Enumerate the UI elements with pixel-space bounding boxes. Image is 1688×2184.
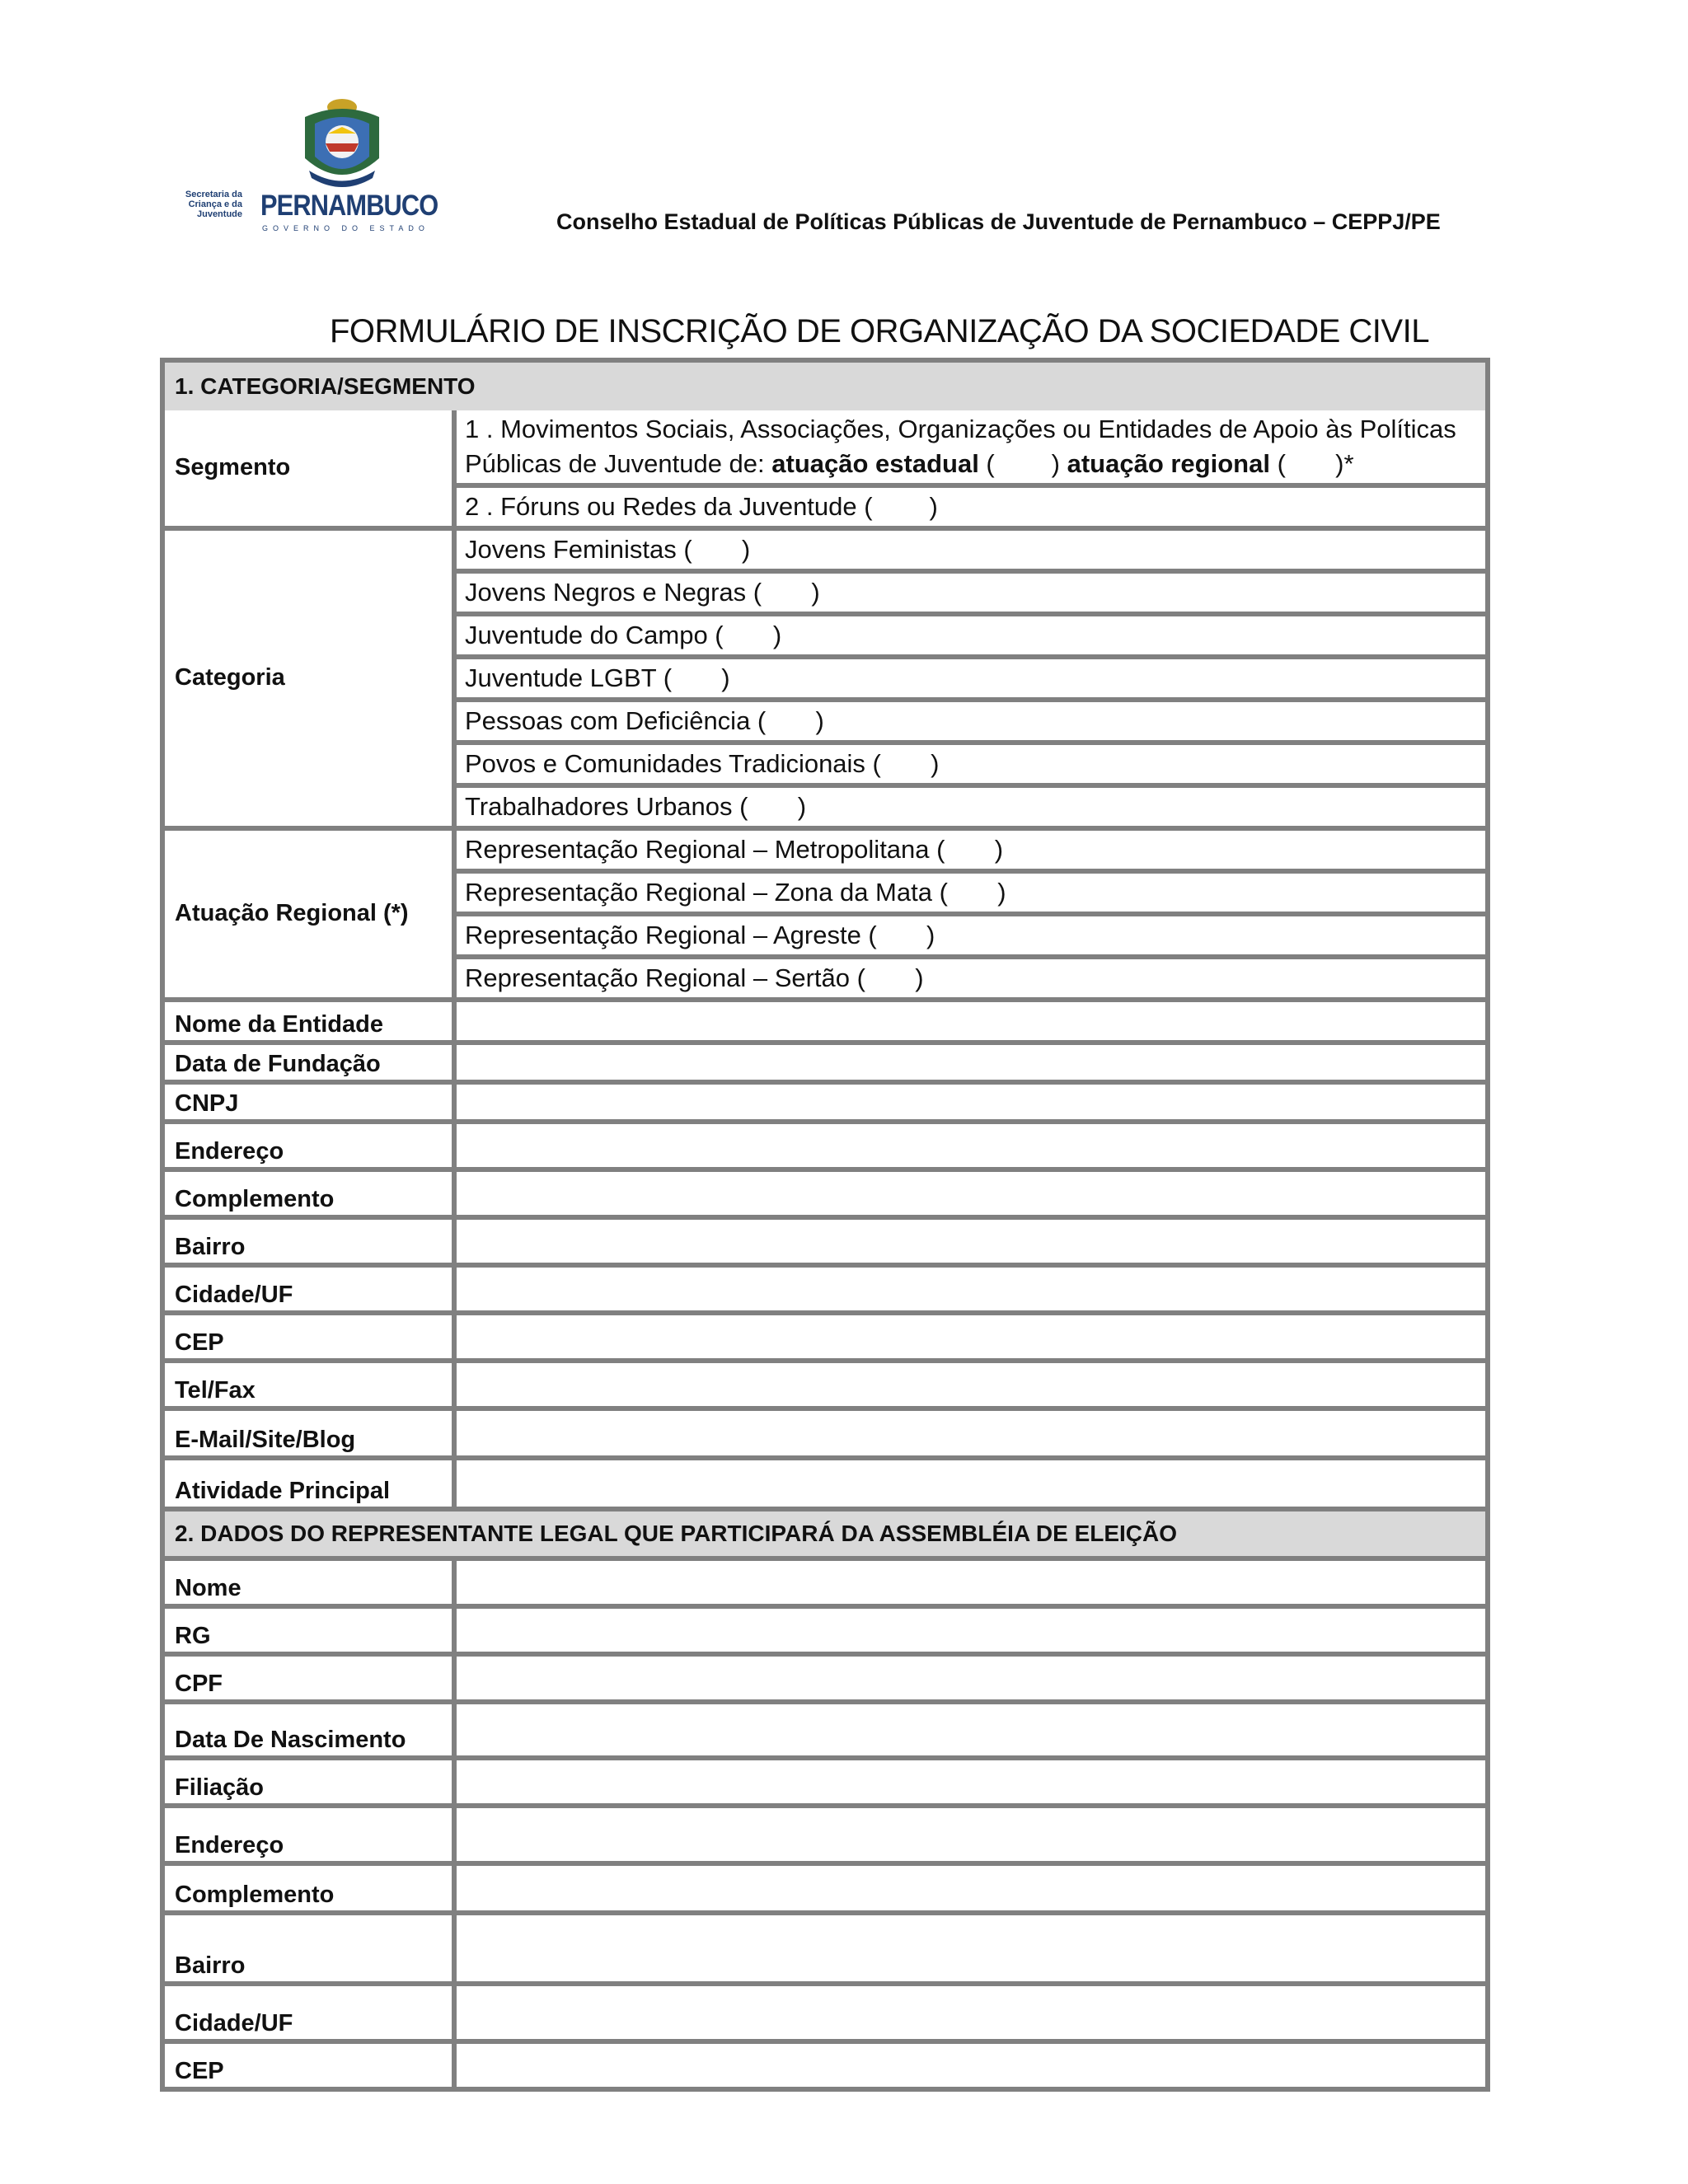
field-label: Data De Nascimento	[160, 1704, 457, 1760]
section-1-heading: 1. CATEGORIA/SEGMENTO	[160, 358, 1490, 415]
rep-data-nascimento-input[interactable]	[452, 1704, 1490, 1760]
field-label: CNPJ	[160, 1085, 457, 1124]
rep-nome-input[interactable]	[452, 1561, 1490, 1609]
cnpj-input[interactable]	[452, 1085, 1490, 1124]
categoria-option[interactable]: Juventude LGBT ( )	[452, 659, 1490, 702]
field-label: Complemento	[160, 1172, 457, 1220]
secretaria-line: Secretaria da	[185, 190, 242, 199]
nome-entidade-input[interactable]	[452, 1002, 1490, 1045]
email-site-blog-input[interactable]	[452, 1411, 1490, 1460]
field-label: Atividade Principal	[160, 1460, 457, 1511]
atuacao-regional-label: Atuação Regional (*)	[160, 831, 457, 1002]
tel-fax-input[interactable]	[452, 1363, 1490, 1411]
section-2-heading: 2. DADOS DO REPRESENTANTE LEGAL QUE PARTICIPARÁ DA ASSEMBLÉIA DE ELEIÇÃO	[160, 1507, 1490, 1561]
field-label: Endereço	[160, 1808, 457, 1866]
rep-endereco-input[interactable]	[452, 1808, 1490, 1866]
field-label: Complemento	[160, 1866, 457, 1915]
logo-block	[165, 92, 437, 241]
atuacao-regional-checkbox[interactable]: ( )*	[1269, 449, 1354, 478]
categoria-option[interactable]: Jovens Negros e Negras ( )	[452, 574, 1490, 616]
field-label: Tel/Fax	[160, 1363, 457, 1411]
secretaria-text	[165, 190, 242, 219]
segmento-option-1[interactable]	[452, 410, 1490, 488]
categoria-option[interactable]: Jovens Feministas ( )	[452, 531, 1490, 574]
brand-subtitle: GOVERNO DO ESTADO	[262, 224, 429, 232]
rep-cpf-input[interactable]	[452, 1657, 1490, 1704]
endereco-input[interactable]	[452, 1124, 1490, 1172]
regional-option[interactable]: Representação Regional – Metropolitana ( )	[452, 831, 1490, 874]
secretaria-line: Juventude	[196, 209, 242, 219]
segmento-option-2[interactable]: 2 . Fóruns ou Redes da Juventude ( )	[452, 488, 1490, 531]
field-label: CPF	[160, 1657, 457, 1704]
segmento-label: Segmento	[160, 410, 457, 531]
field-label: Data de Fundação	[160, 1045, 457, 1085]
cep-input[interactable]	[452, 1315, 1490, 1363]
field-label: RG	[160, 1609, 457, 1657]
rep-filiacao-input[interactable]	[452, 1760, 1490, 1808]
segmento-option-1-line2	[465, 447, 1354, 481]
pernambuco-crest-icon	[297, 92, 387, 195]
cidade-uf-input[interactable]	[452, 1268, 1490, 1315]
rep-complemento-input[interactable]	[452, 1866, 1490, 1915]
categoria-label: Categoria	[160, 531, 457, 831]
field-label: Bairro	[160, 1915, 457, 1986]
field-label: Cidade/UF	[160, 1986, 457, 2044]
field-label: E-Mail/Site/Blog	[160, 1411, 457, 1460]
categoria-option[interactable]: Pessoas com Deficiência ( )	[452, 702, 1490, 745]
data-fundacao-input[interactable]	[452, 1045, 1490, 1085]
text: Públicas de Juventude de:	[465, 449, 772, 478]
rep-cidade-uf-input[interactable]	[452, 1986, 1490, 2044]
field-label: Cidade/UF	[160, 1268, 457, 1315]
rep-cep-input[interactable]	[452, 2044, 1490, 2092]
form-title: FORMULÁRIO DE INSCRIÇÃO DE ORGANIZAÇÃO DA SOCIEDADE CIVIL	[330, 313, 1429, 349]
atuacao-estadual-label: atuação estadual	[771, 449, 979, 478]
categoria-option[interactable]: Trabalhadores Urbanos ( )	[452, 788, 1490, 831]
field-label: Endereço	[160, 1124, 457, 1172]
brand-name: PERNAMBUCO	[260, 190, 438, 222]
categoria-option[interactable]: Povos e Comunidades Tradicionais ( )	[452, 745, 1490, 788]
categoria-option[interactable]: Juventude do Campo ( )	[452, 616, 1490, 659]
organization-header: Conselho Estadual de Políticas Públicas de Juventude de Pernambuco – CEPPJ/PE	[556, 209, 1441, 234]
field-label: Nome da Entidade	[160, 1002, 457, 1045]
field-label: CEP	[160, 1315, 457, 1363]
bairro-input[interactable]	[452, 1220, 1490, 1268]
atuacao-regional-label: atuação regional	[1067, 449, 1270, 478]
field-label: Bairro	[160, 1220, 457, 1268]
field-label: Filiação	[160, 1760, 457, 1808]
field-label: Nome	[160, 1561, 457, 1609]
segmento-option-1-line1: 1 . Movimentos Sociais, Associações, Organizações ou Entidades de Apoio às Políticas	[465, 415, 1456, 443]
rep-bairro-input[interactable]	[452, 1915, 1490, 1986]
field-label: CEP	[160, 2044, 457, 2092]
rep-rg-input[interactable]	[452, 1609, 1490, 1657]
atuacao-estadual-checkbox[interactable]: ( )	[978, 449, 1067, 478]
regional-option[interactable]: Representação Regional – Sertão ( )	[452, 959, 1490, 1002]
secretaria-line: Criança e da	[188, 199, 242, 209]
complemento-input[interactable]	[452, 1172, 1490, 1220]
regional-option[interactable]: Representação Regional – Agreste ( )	[452, 916, 1490, 959]
regional-option[interactable]: Representação Regional – Zona da Mata ( )	[452, 874, 1490, 916]
atividade-principal-input[interactable]	[452, 1460, 1490, 1511]
